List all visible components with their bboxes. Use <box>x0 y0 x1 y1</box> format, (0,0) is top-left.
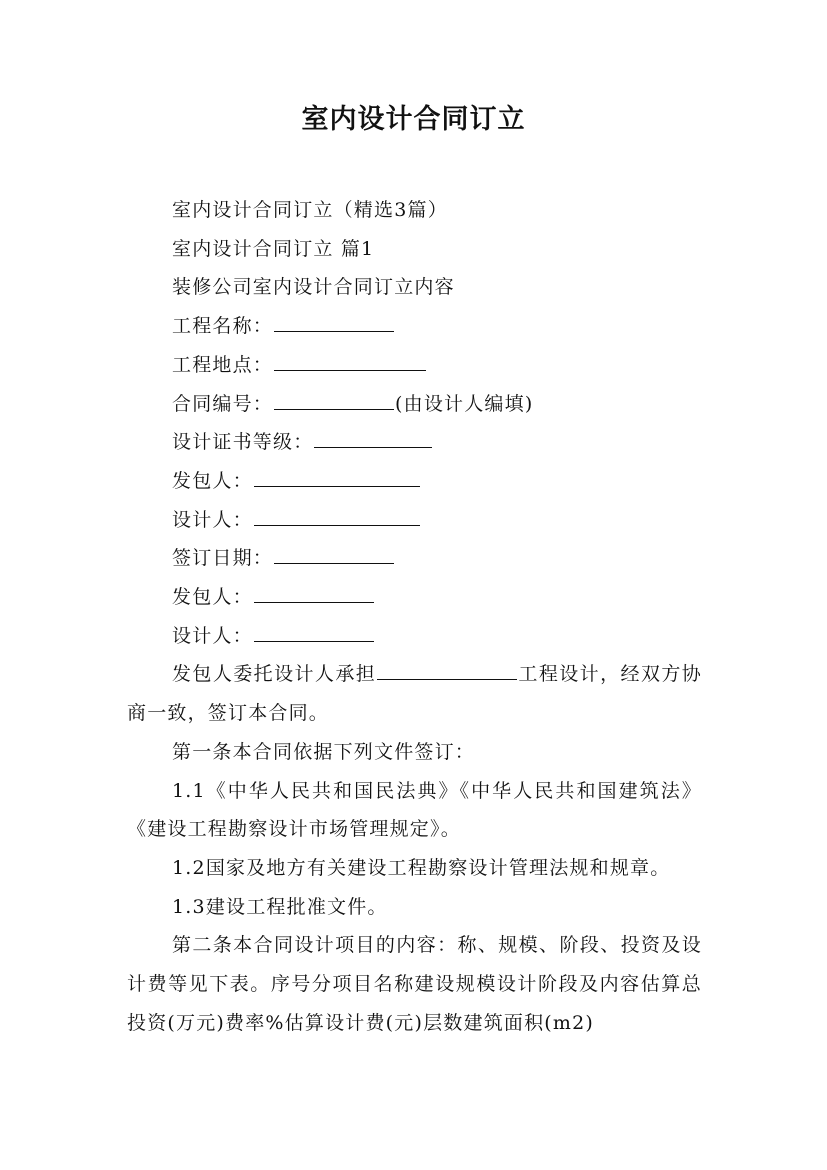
paragraph-text: 工程设计，经双方协商一致，签订本合同。 <box>127 663 702 725</box>
document-body <box>127 191 702 1042</box>
blank-line <box>314 433 432 448</box>
blank-line <box>274 356 426 371</box>
blank-line <box>377 665 517 680</box>
field-project-location <box>127 346 702 385</box>
paragraph-text: 发包人委托设计人承担 <box>172 663 377 686</box>
field-designer-signature <box>127 617 702 656</box>
paragraph-clause-1-3: 1.3建设工程批准文件。 <box>172 895 388 918</box>
field-label: 设计人： <box>172 508 253 531</box>
field-client-signature <box>127 578 702 617</box>
field-label: 签订日期： <box>172 547 274 570</box>
field-contract-number <box>127 385 702 424</box>
paragraph-commission <box>127 655 702 732</box>
document-title: 室内设计合同订立 <box>301 104 526 135</box>
field-label: 合同编号： <box>172 392 274 415</box>
line-article-heading: 室内设计合同订立 篇1 <box>172 237 375 260</box>
field-label: 设计证书等级： <box>172 431 314 454</box>
blank-line <box>274 317 394 332</box>
blank-line <box>274 395 394 410</box>
field-label: 发包人： <box>172 469 253 492</box>
field-label: 工程名称： <box>172 315 274 338</box>
blank-line <box>254 588 374 603</box>
line-content-heading: 装修公司室内设计合同订立内容 <box>172 276 455 299</box>
field-label: 发包人： <box>172 586 253 609</box>
field-sign-date <box>127 539 702 578</box>
blank-line <box>254 627 374 642</box>
paragraph-article-1: 第一条本合同依据下列文件签订： <box>172 740 476 763</box>
field-label: 工程地点： <box>172 353 274 376</box>
blank-line <box>254 511 420 526</box>
paragraph-clause-1-2: 1.2国家及地方有关建设工程勘察设计管理法规和规章。 <box>172 856 671 879</box>
field-certificate-grade <box>127 423 702 462</box>
field-label: 设计人： <box>172 624 253 647</box>
field-designer <box>127 501 702 540</box>
paragraph-clause-1-1: 1.1《中华人民共和国民法典》《中华人民共和国建筑法》《建设工程勘察设计市场管理规定》。 <box>127 779 702 841</box>
blank-line <box>254 472 420 487</box>
field-note: (由设计人编填) <box>395 392 534 415</box>
field-client <box>127 462 702 501</box>
paragraph-article-2: 第二条本合同设计项目的内容：称、规模、阶段、投资及设计费等见下表。序号分项目名称建设规模设计阶段及内容估算总投资(万元)费率%估算设计费(元)层数建筑面积(m2) <box>127 934 702 1034</box>
blank-line <box>274 549 394 564</box>
line-collection-heading: 室内设计合同订立（精选3篇） <box>172 199 448 221</box>
field-project-name <box>127 307 702 346</box>
